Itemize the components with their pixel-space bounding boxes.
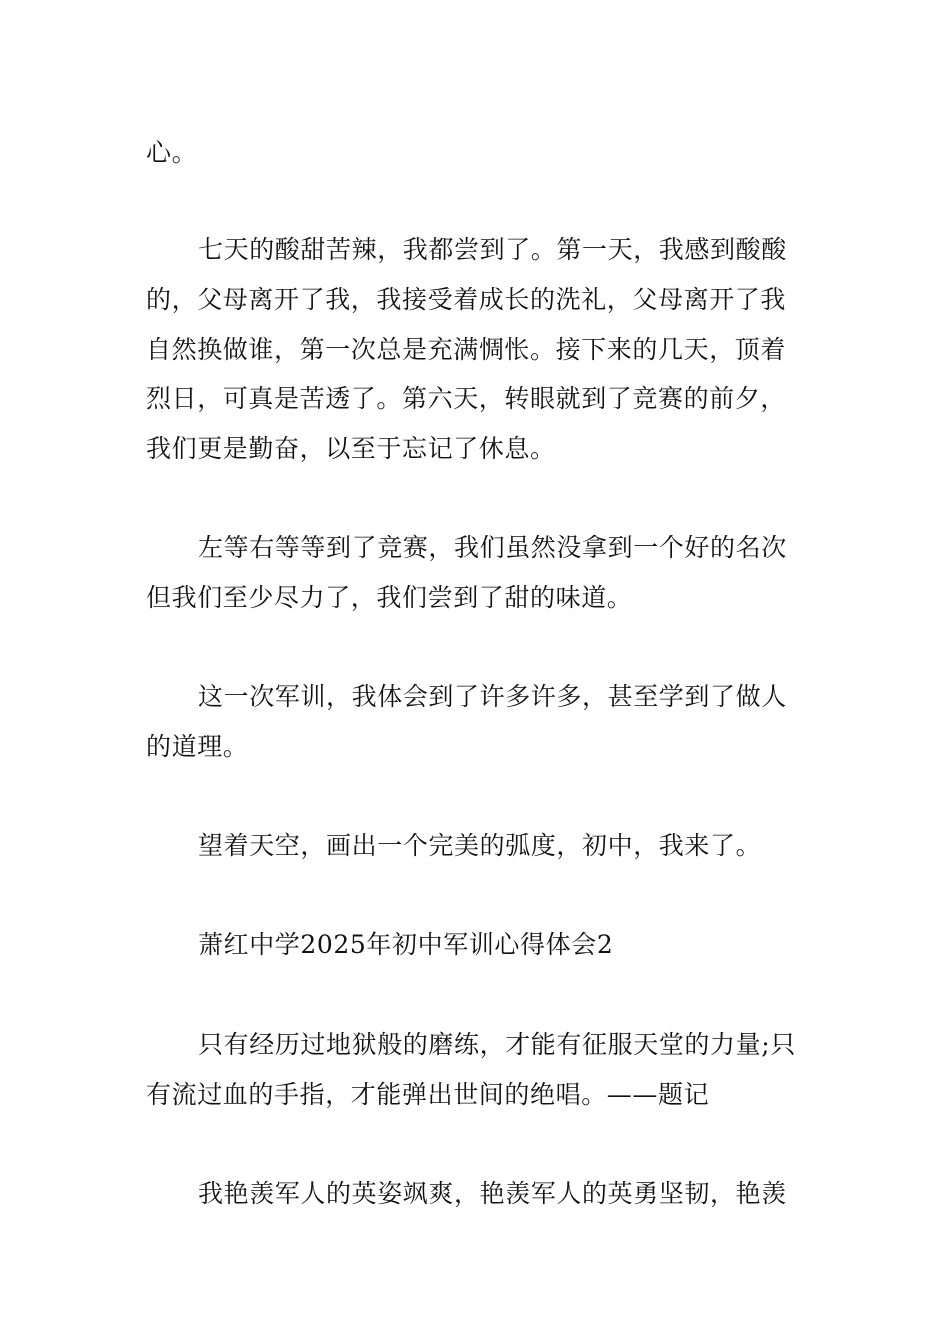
text-line: 心。 (146, 138, 198, 167)
text-line: 烈日，可真是苦透了。第六天，转眼就到了竞赛的前夕， (146, 384, 787, 413)
text-line: 的，父母离开了我，我接受着成长的洗礼，父母离开了我 (146, 285, 787, 314)
paragraph-first-line: 七天的酸甜苦辣，我都尝到了。第一天，我感到酸酸 (198, 235, 787, 264)
text-line: 但我们至少尽力了，我们尝到了甜的味道。 (146, 583, 633, 612)
text-line: 自然换做谁，第一次总是充满惆怅。接下来的几天，顶着 (146, 335, 787, 364)
paragraph-first-line: 望着天空，画出一个完美的弧度，初中，我来了。 (198, 831, 762, 860)
paragraph-first-line: 这一次军训，我体会到了许多许多，甚至学到了做人 (198, 682, 787, 711)
text-line: 我们更是勤奋，以至于忘记了休息。 (146, 434, 556, 463)
text-line: 的道理。 (146, 732, 249, 761)
section-heading: 萧红中学2025年初中军训心得体会2 (198, 930, 614, 959)
paragraph-first-line: 左等右等等到了竞赛，我们虽然没拿到一个好的名次 (198, 533, 787, 562)
paragraph-first-line: 只有经历过地狱般的磨练，才能有征服天堂的力量;只 (198, 1030, 796, 1059)
text-line: 有流过血的手指，才能弹出世间的绝唱。——题记 (146, 1080, 710, 1109)
paragraph-first-line: 我艳羡军人的英姿飒爽，艳羡军人的英勇坚韧，艳羡 (198, 1179, 787, 1208)
